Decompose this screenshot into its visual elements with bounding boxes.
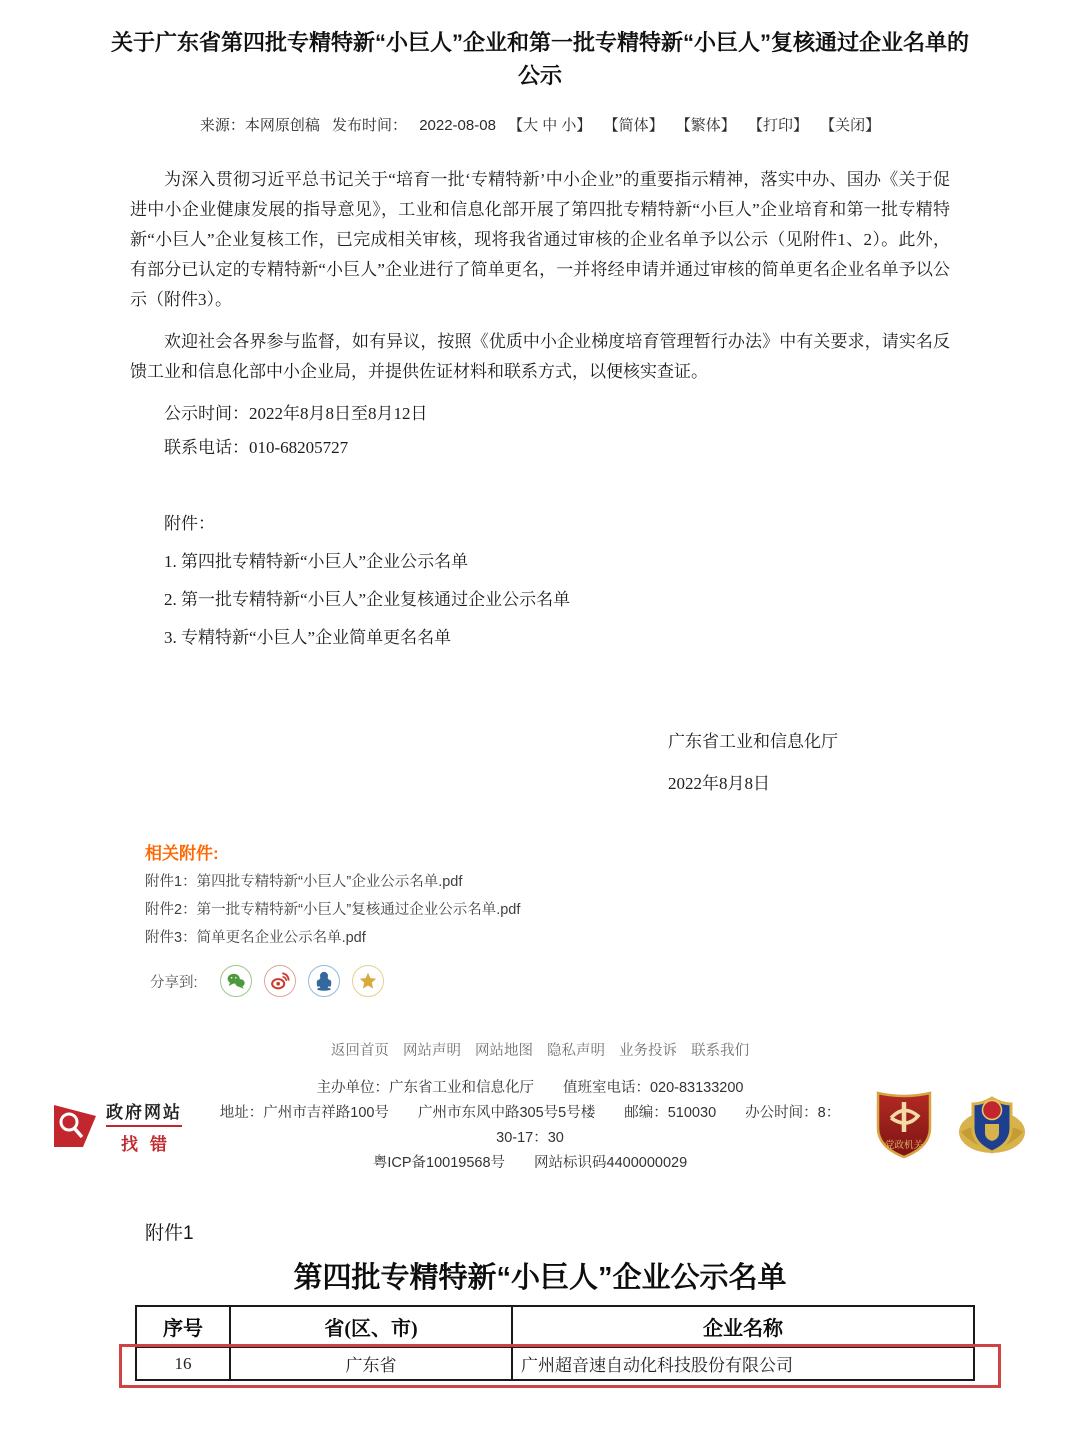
paragraph-2: 欢迎社会各界参与监督，如有异议，按照《优质中小企业梯度培育管理暂行办法》中有关要求，请实名反馈工业和信息化部中小企业局，并提供佐证材料和联系方式，以便核实查证。 xyxy=(130,332,950,381)
wechat-share-icon[interactable] xyxy=(220,965,252,997)
nav-item-sitemap[interactable]: 网站地图 xyxy=(474,1043,533,1059)
related-attachments-section xyxy=(145,839,1080,948)
star-glyph xyxy=(357,970,379,992)
nav-item-site-statement[interactable]: 网站声明 xyxy=(402,1043,461,1059)
party-government-shield-icon xyxy=(874,1088,934,1160)
footer-info-line3: 粤ICP备10019568号 网站标识码4400000029 xyxy=(372,1155,688,1171)
related-attachment-link-2[interactable]: 附件2：第一批专精特新“小巨人”复核通过企业公示名单.pdf xyxy=(145,902,521,918)
article-meta xyxy=(0,114,1080,135)
print-button[interactable]: 【打印】 xyxy=(747,117,808,134)
site-footer xyxy=(52,1076,1028,1176)
meta-publish-label: 发布时间： xyxy=(332,117,408,134)
share-label: 分享到: xyxy=(150,974,198,991)
cell-seq: 16 xyxy=(136,1347,230,1380)
signature-date: 2022年8月8日 xyxy=(668,774,770,793)
font-size-buttons[interactable]: 【大 中 小】 xyxy=(508,117,592,134)
nav-item-privacy[interactable]: 隐私声明 xyxy=(547,1043,606,1059)
header-enterprise: 企业名称 xyxy=(512,1306,974,1347)
meta-publish-date: 2022-08-08 xyxy=(419,117,496,134)
simplified-button[interactable]: 【简体】 xyxy=(603,117,664,134)
publicity-time: 公示时间：2022年8月8日至8月12日 xyxy=(164,404,428,423)
traditional-button[interactable]: 【繁体】 xyxy=(675,117,736,134)
error-report-logo-line2: 找错 xyxy=(121,1134,179,1154)
attachment-list-item-3: 3. 专精特新“小巨人”企业简单更名名单 xyxy=(164,628,452,647)
weibo-share-icon[interactable] xyxy=(264,965,296,997)
attachment-doc-title: 第四批专精特新“小巨人”企业公示名单 xyxy=(293,1262,787,1294)
article-body xyxy=(130,165,950,799)
gov-site-error-report-logo[interactable] xyxy=(52,1098,212,1155)
nav-item-home[interactable]: 返回首页 xyxy=(330,1043,389,1059)
paragraph-1: 为深入贯彻习近平总书记关于“培育一批‘专精特新’中小企业”的重要指示精神，落实中办、国办《关于促进中小企业健康发展的指导意见》，工业和信息化部开展了第四批专精特新“小巨人”企业培育和第一批专精特新“小巨人”企业复核工作，已完成相关审核，现将我省通过审核的企业名单予以公示（见附件1、2）。此外，有部分已认定的专精特新“小巨人”企业进行了简单更名，一并将经申请并通过审核的简单更名企业名单予以公示（附件3）。 xyxy=(130,170,950,309)
footer-badges xyxy=(848,1088,1028,1165)
wechat-glyph xyxy=(225,970,247,992)
meta-source: 来源：本网原创稿 xyxy=(199,117,320,134)
enterprise-table xyxy=(135,1305,975,1381)
police-emblem-icon xyxy=(956,1088,1028,1160)
attachment-table-wrap xyxy=(135,1305,975,1381)
table-header-row xyxy=(136,1306,974,1347)
related-attachment-link-3[interactable]: 附件3：简单更名企业公示名单.pdf xyxy=(145,930,366,946)
weibo-glyph xyxy=(269,970,291,992)
attachment-doc-label: 附件1 xyxy=(145,1223,194,1244)
nav-item-contact[interactable]: 联系我们 xyxy=(691,1043,750,1059)
close-button[interactable]: 【关闭】 xyxy=(820,117,881,134)
attachment-list-item-2: 2. 第一批专精特新“小巨人”企业复核通过企业公示名单 xyxy=(164,590,571,609)
police-emblem-badge[interactable] xyxy=(956,1088,1028,1165)
signature-block xyxy=(130,727,950,799)
attachment-list-item-1: 1. 第四批专精特新“小巨人”企业公示名单 xyxy=(164,552,469,571)
nav-item-complaints[interactable]: 业务投诉 xyxy=(619,1043,678,1059)
error-report-logo-line1: 政府网站 xyxy=(106,1098,182,1127)
contact-phone: 联系电话：010-68205727 xyxy=(164,438,349,457)
share-bar xyxy=(150,965,1080,997)
header-province: 省(区、市) xyxy=(230,1306,512,1347)
footer-info-line2: 地址：广州市吉祥路100号 广州市东风中路305号5号楼 邮编：510030 办公时间：8：30-17：30 xyxy=(219,1105,841,1146)
cell-enterprise-name: 广州超音速自动化科技股份有限公司 xyxy=(512,1347,974,1380)
footer-info xyxy=(212,1076,848,1176)
related-attachment-link-1[interactable]: 附件1：第四批专精特新“小巨人”企业公示名单.pdf xyxy=(145,874,463,890)
qzone-star-share-icon[interactable] xyxy=(352,965,384,997)
qq-share-icon[interactable] xyxy=(308,965,340,997)
magnifier-flag-icon xyxy=(52,1103,98,1149)
footer-info-line1: 主办单位：广东省工业和信息化厅 值班室电话：020-83133200 xyxy=(316,1080,744,1096)
signature-organization: 广东省工业和信息化厅 xyxy=(668,732,838,751)
attachment-1-document xyxy=(0,1218,1080,1381)
badge-label-text: 党政机关 xyxy=(884,1139,924,1151)
related-attachments-heading: 相关附件: xyxy=(145,844,219,863)
attachments-label: 附件： xyxy=(164,514,215,533)
page-title: 关于广东省第四批专精特新“小巨人”企业和第一批专精特新“小巨人”复核通过企业名单的公示 xyxy=(110,30,969,88)
error-report-logo-text xyxy=(106,1098,182,1155)
cell-province: 广东省 xyxy=(230,1347,512,1380)
qq-penguin-glyph xyxy=(313,970,335,992)
table-row xyxy=(136,1347,974,1380)
header-seq: 序号 xyxy=(136,1306,230,1347)
party-government-organ-badge[interactable] xyxy=(874,1088,934,1165)
footer-nav xyxy=(0,1039,1080,1060)
